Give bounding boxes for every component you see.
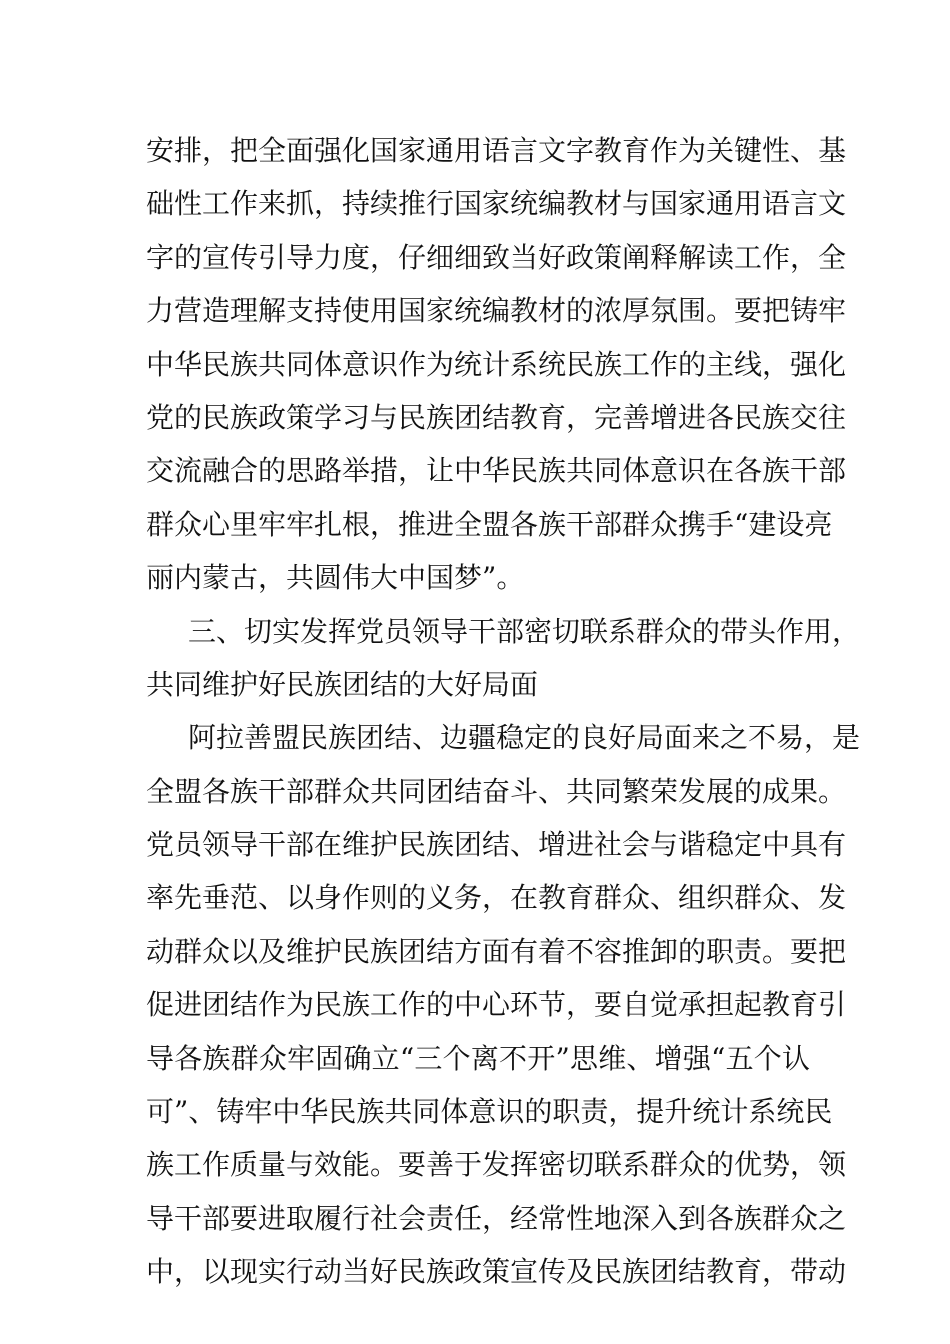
text-line: 交流融合的思路举措，让中华民族共同体意识在各族干部 bbox=[146, 454, 847, 488]
text-line: 动群众以及维护民族团结方面有着不容推卸的职责。要把 bbox=[146, 934, 847, 968]
text-line: 丽内蒙古，共圆伟大中国梦”。 bbox=[146, 561, 525, 595]
text-line: 础性工作来抓，持续推行国家统编教材与国家通用语言文 bbox=[146, 187, 847, 221]
text-line: 中华民族共同体意识作为统计系统民族工作的主线，强化 bbox=[146, 347, 847, 381]
section-heading-line: 三、切实发挥党员领导干部密切联系群众的带头作用， bbox=[188, 614, 861, 648]
text-line: 导各族群众牢固确立“三个离不开”思维、增强“五个认 bbox=[146, 1041, 810, 1075]
text-line: 族工作质量与效能。要善于发挥密切联系群众的优势，领 bbox=[146, 1148, 847, 1182]
text-line: 全盟各族干部群众共同团结奋斗、共同繁荣发展的成果。 bbox=[146, 774, 847, 808]
text-line: 党的民族政策学习与民族团结教育，完善增进各民族交往 bbox=[146, 400, 847, 434]
text-line: 群众心里牢牢扎根，推进全盟各族干部群众携手“建设亮 bbox=[146, 507, 833, 541]
text-line: 安排，把全面强化国家通用语言文字教育作为关键性、基 bbox=[146, 134, 847, 167]
text-line: 促进团结作为民族工作的中心环节，要自觉承担起教育引 bbox=[146, 988, 847, 1022]
text-line: 可”、铸牢中华民族共同体意识的职责，提升统计系统民 bbox=[146, 1095, 833, 1129]
text-line: 中，以现实行动当好民族政策宣传及民族团结教育，带动 bbox=[146, 1255, 847, 1289]
text-line: 力营造理解支持使用国家统编教材的浓厚氛围。要把铸牢 bbox=[146, 294, 847, 328]
text-line: 党员领导干部在维护民族团结、增进社会与谐稳定中具有 bbox=[146, 828, 847, 862]
text-line: 率先垂范、以身作则的义务，在教育群众、组织群众、发 bbox=[146, 881, 847, 915]
document-body bbox=[146, 124, 861, 1299]
section-heading-line: 共同维护好民族团结的大好局面 bbox=[146, 667, 539, 701]
text-line: 导干部要进取履行社会责任，经常性地深入到各族群众之 bbox=[146, 1201, 847, 1235]
text-line: 阿拉善盟民族团结、边疆稳定的良好局面来之不易，是 bbox=[188, 721, 861, 755]
text-line: 字的宣传引导力度，仔细细致当好政策阐释解读工作，全 bbox=[146, 240, 847, 274]
